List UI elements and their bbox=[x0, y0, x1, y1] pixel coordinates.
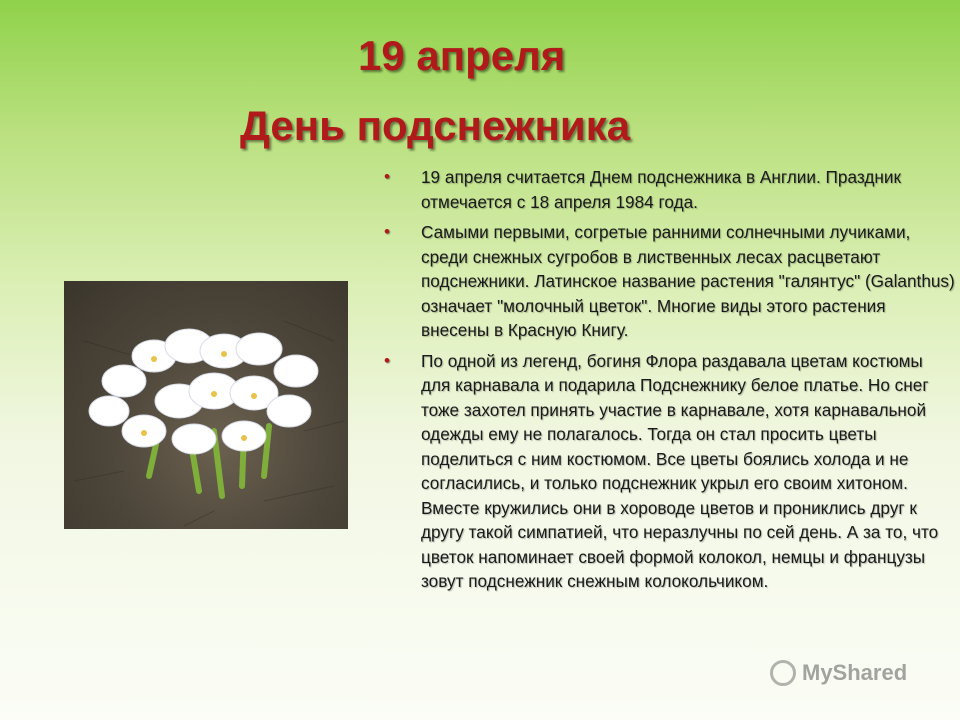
list-item bbox=[380, 165, 955, 214]
watermark bbox=[770, 660, 907, 686]
snowdrop-flowers-illustration bbox=[64, 281, 348, 529]
bullet-text: По одной из легенд, богиня Флора раздавала цветам костюмы для карнавала и подарила Подснежнику белое платье. Но снег тоже захотел принять участие в карнавале, хотя карнавальной одежды ему не полагалось. Тогда он стал просить цветы поделиться с ним костюмом. Все цветы боялись холода и не согласились, и только подснежник укрыл его своим хитоном. Вместе кружились они в хороводе цветов и прониклись друг к другу такой симпатией, что неразлучны по сей день. А за то, что цветок напоминает своей формой колокол, немцы и французы зовут подснежник снежным колокольчиком. bbox=[421, 350, 939, 591]
snowdrop-photo bbox=[64, 281, 348, 529]
bullet-text: Самыми первыми, согретые ранними солнечными лучиками, среди снежных сугробов в лиственных лесах расцветают подснежники. Латинское название растения "галянтус" (Galanthus) означает "молочный цветок". Многие виды этого растения внесены в Красную Книгу. bbox=[421, 222, 955, 340]
bullet-icon: • bbox=[384, 222, 390, 241]
watermark-text: MyShared bbox=[802, 660, 908, 685]
myshared-logo-icon bbox=[770, 660, 796, 686]
bullet-list bbox=[380, 165, 955, 600]
bullet-text: 19 апреля считается Днем подснежника в Англии. Праздник отмечается с 18 апреля 1984 года. bbox=[421, 167, 901, 212]
bullet-icon: • bbox=[384, 167, 390, 186]
list-item bbox=[380, 220, 955, 343]
bullet-icon: • bbox=[384, 350, 390, 370]
list-item bbox=[380, 349, 955, 594]
slide-title-main: День подснежника bbox=[240, 102, 631, 149]
slide-title-date: 19 апреля bbox=[358, 32, 566, 79]
